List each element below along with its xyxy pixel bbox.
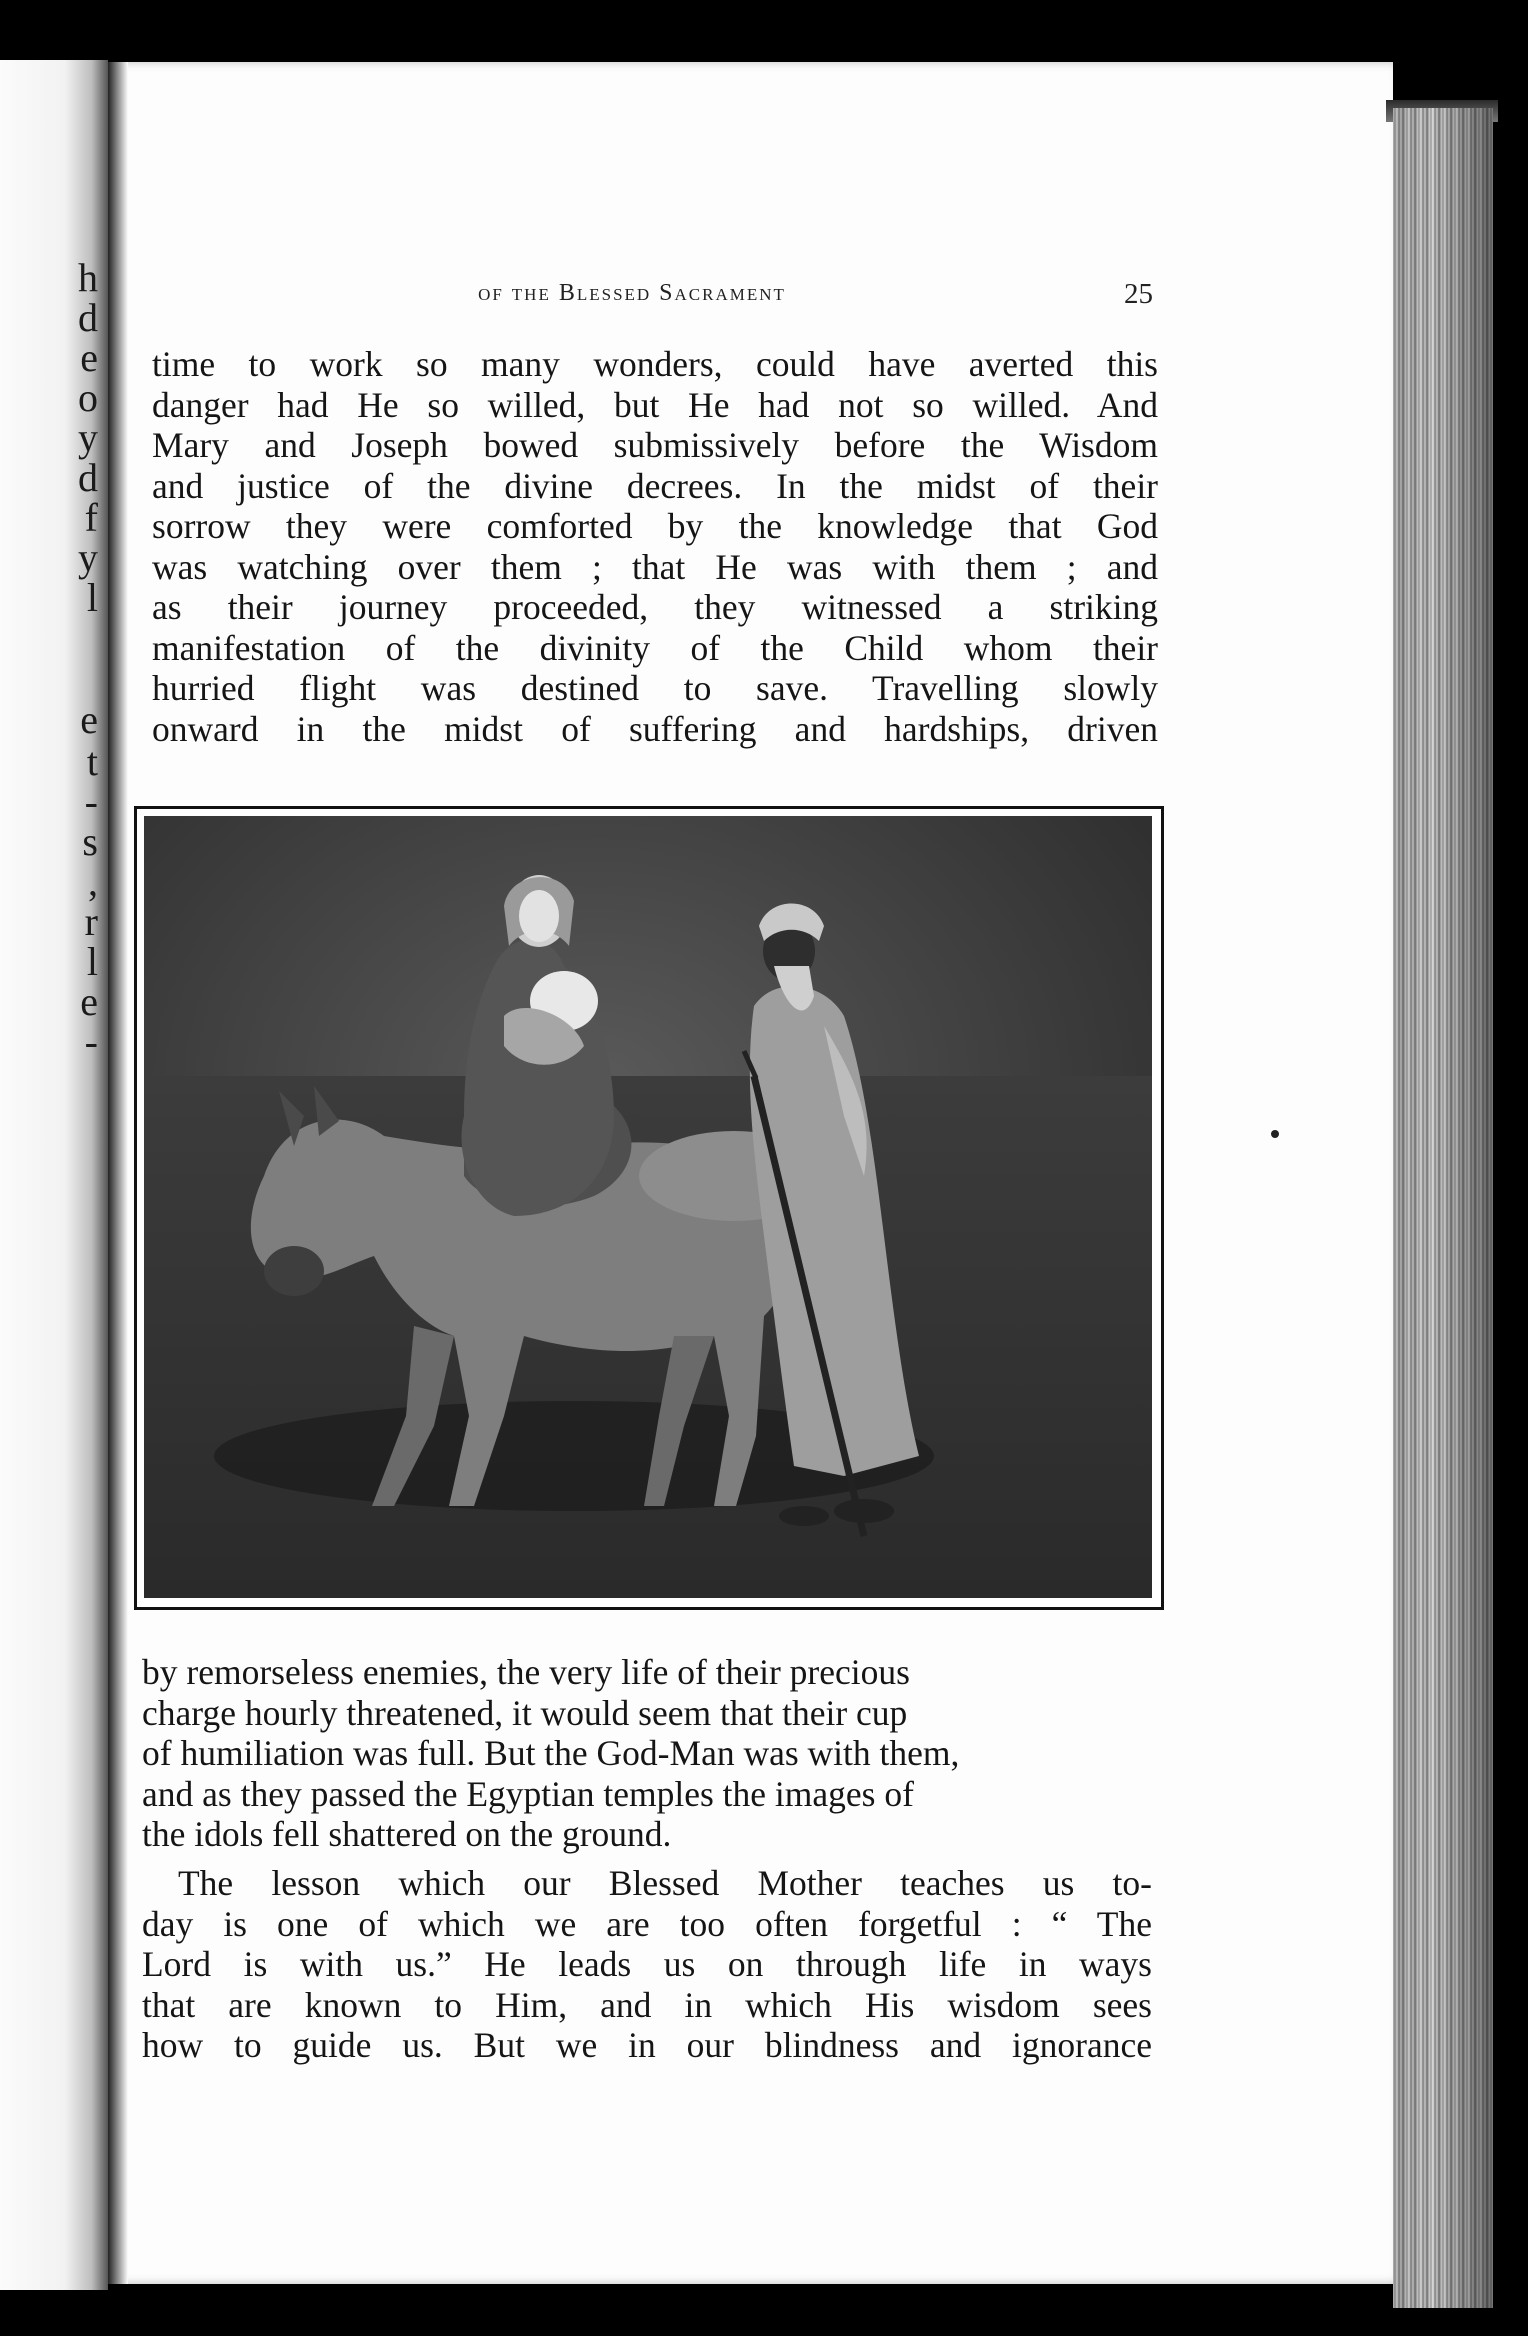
text-line: danger had He so willed, but He had not so willed. And: [152, 384, 1158, 425]
text-line: onward in the midst of suffering and hardships, driven: [152, 708, 1158, 749]
text-line: time to work so many wonders, could have averted this: [152, 344, 1158, 384]
left-page-text-fragment: o: [78, 375, 98, 420]
running-head: of the Blessed Sacrament: [478, 280, 786, 306]
text-line: Lord is with us.” He leads us on through life in ways: [142, 1944, 1152, 1984]
left-page-text-fragment: ,: [88, 859, 98, 904]
paragraph-bottom: [142, 1863, 1152, 2066]
ink-speck: [1271, 1130, 1279, 1138]
left-page-text-fragment: d: [78, 295, 98, 340]
left-page-text-fragment: -: [84, 779, 98, 824]
text-line: that are known to Him, and in which His wisdom sees: [142, 1984, 1152, 2025]
text-line: as their journey proceeded, they witnessed a striking: [152, 587, 1158, 627]
paragraph-top: [152, 344, 1158, 749]
left-page-text-fragment: e: [80, 979, 98, 1024]
page-gutter-shadow: [108, 62, 128, 2284]
text-line: the idols fell shattered on the ground.: [142, 1814, 672, 1854]
text-line: sorrow they were comforted by the knowledge that God: [152, 506, 1158, 546]
text-line: day is one of which we are too often forgetful : “ The: [142, 1903, 1152, 1944]
left-page-text-fragment: d: [78, 455, 98, 500]
text-line: The lesson which our Blessed Mother teaches us to-: [178, 1863, 1152, 1903]
text-line: charge hourly threatened, it would seem that their cup: [142, 1692, 908, 1733]
left-page-text-fragment: e: [80, 697, 98, 742]
text-line: Mary and Joseph bowed submissively before the Wisdom: [152, 425, 1158, 465]
text-line: of humiliation was full. But the God-Man was with them,: [142, 1733, 960, 1773]
page-stack-shading: [1393, 108, 1493, 2308]
paragraph-middle: [142, 1652, 1152, 1855]
left-page-text-fragment: e: [80, 335, 98, 380]
text-line: by remorseless enemies, the very life of their precious: [142, 1652, 910, 1692]
left-page-text-fragment: h: [78, 255, 98, 300]
text-line: and as they passed the Egyptian temples the images of: [142, 1773, 914, 1814]
left-page-text-fragment: -: [84, 1019, 98, 1064]
illustration-flight-into-egypt: [144, 816, 1152, 1598]
left-page-text-fragment: y: [78, 415, 98, 460]
text-line: and justice of the divine decrees. In the midst of their: [152, 465, 1158, 506]
left-page-text-fragment: y: [78, 535, 98, 580]
left-page-text-fragment: r: [84, 899, 98, 944]
left-page-text-fragment: l: [86, 939, 98, 984]
left-page-text-fragment: l: [86, 575, 98, 620]
text-line: hurried flight was destined to save. Travelling slowly: [152, 668, 1158, 708]
left-page-text-fragment: f: [84, 495, 98, 540]
text-line: was watching over them ; that He was with them ; and: [152, 546, 1158, 587]
page-number: 25: [1124, 278, 1153, 310]
text-line: how to guide us. But we in our blindness and ignorance: [142, 2025, 1152, 2065]
left-page-text-fragment: s: [82, 819, 98, 864]
left-page-edge: [0, 60, 108, 2290]
text-line: manifestation of the divinity of the Child whom their: [152, 627, 1158, 668]
left-page-text-fragment: t: [86, 739, 98, 784]
